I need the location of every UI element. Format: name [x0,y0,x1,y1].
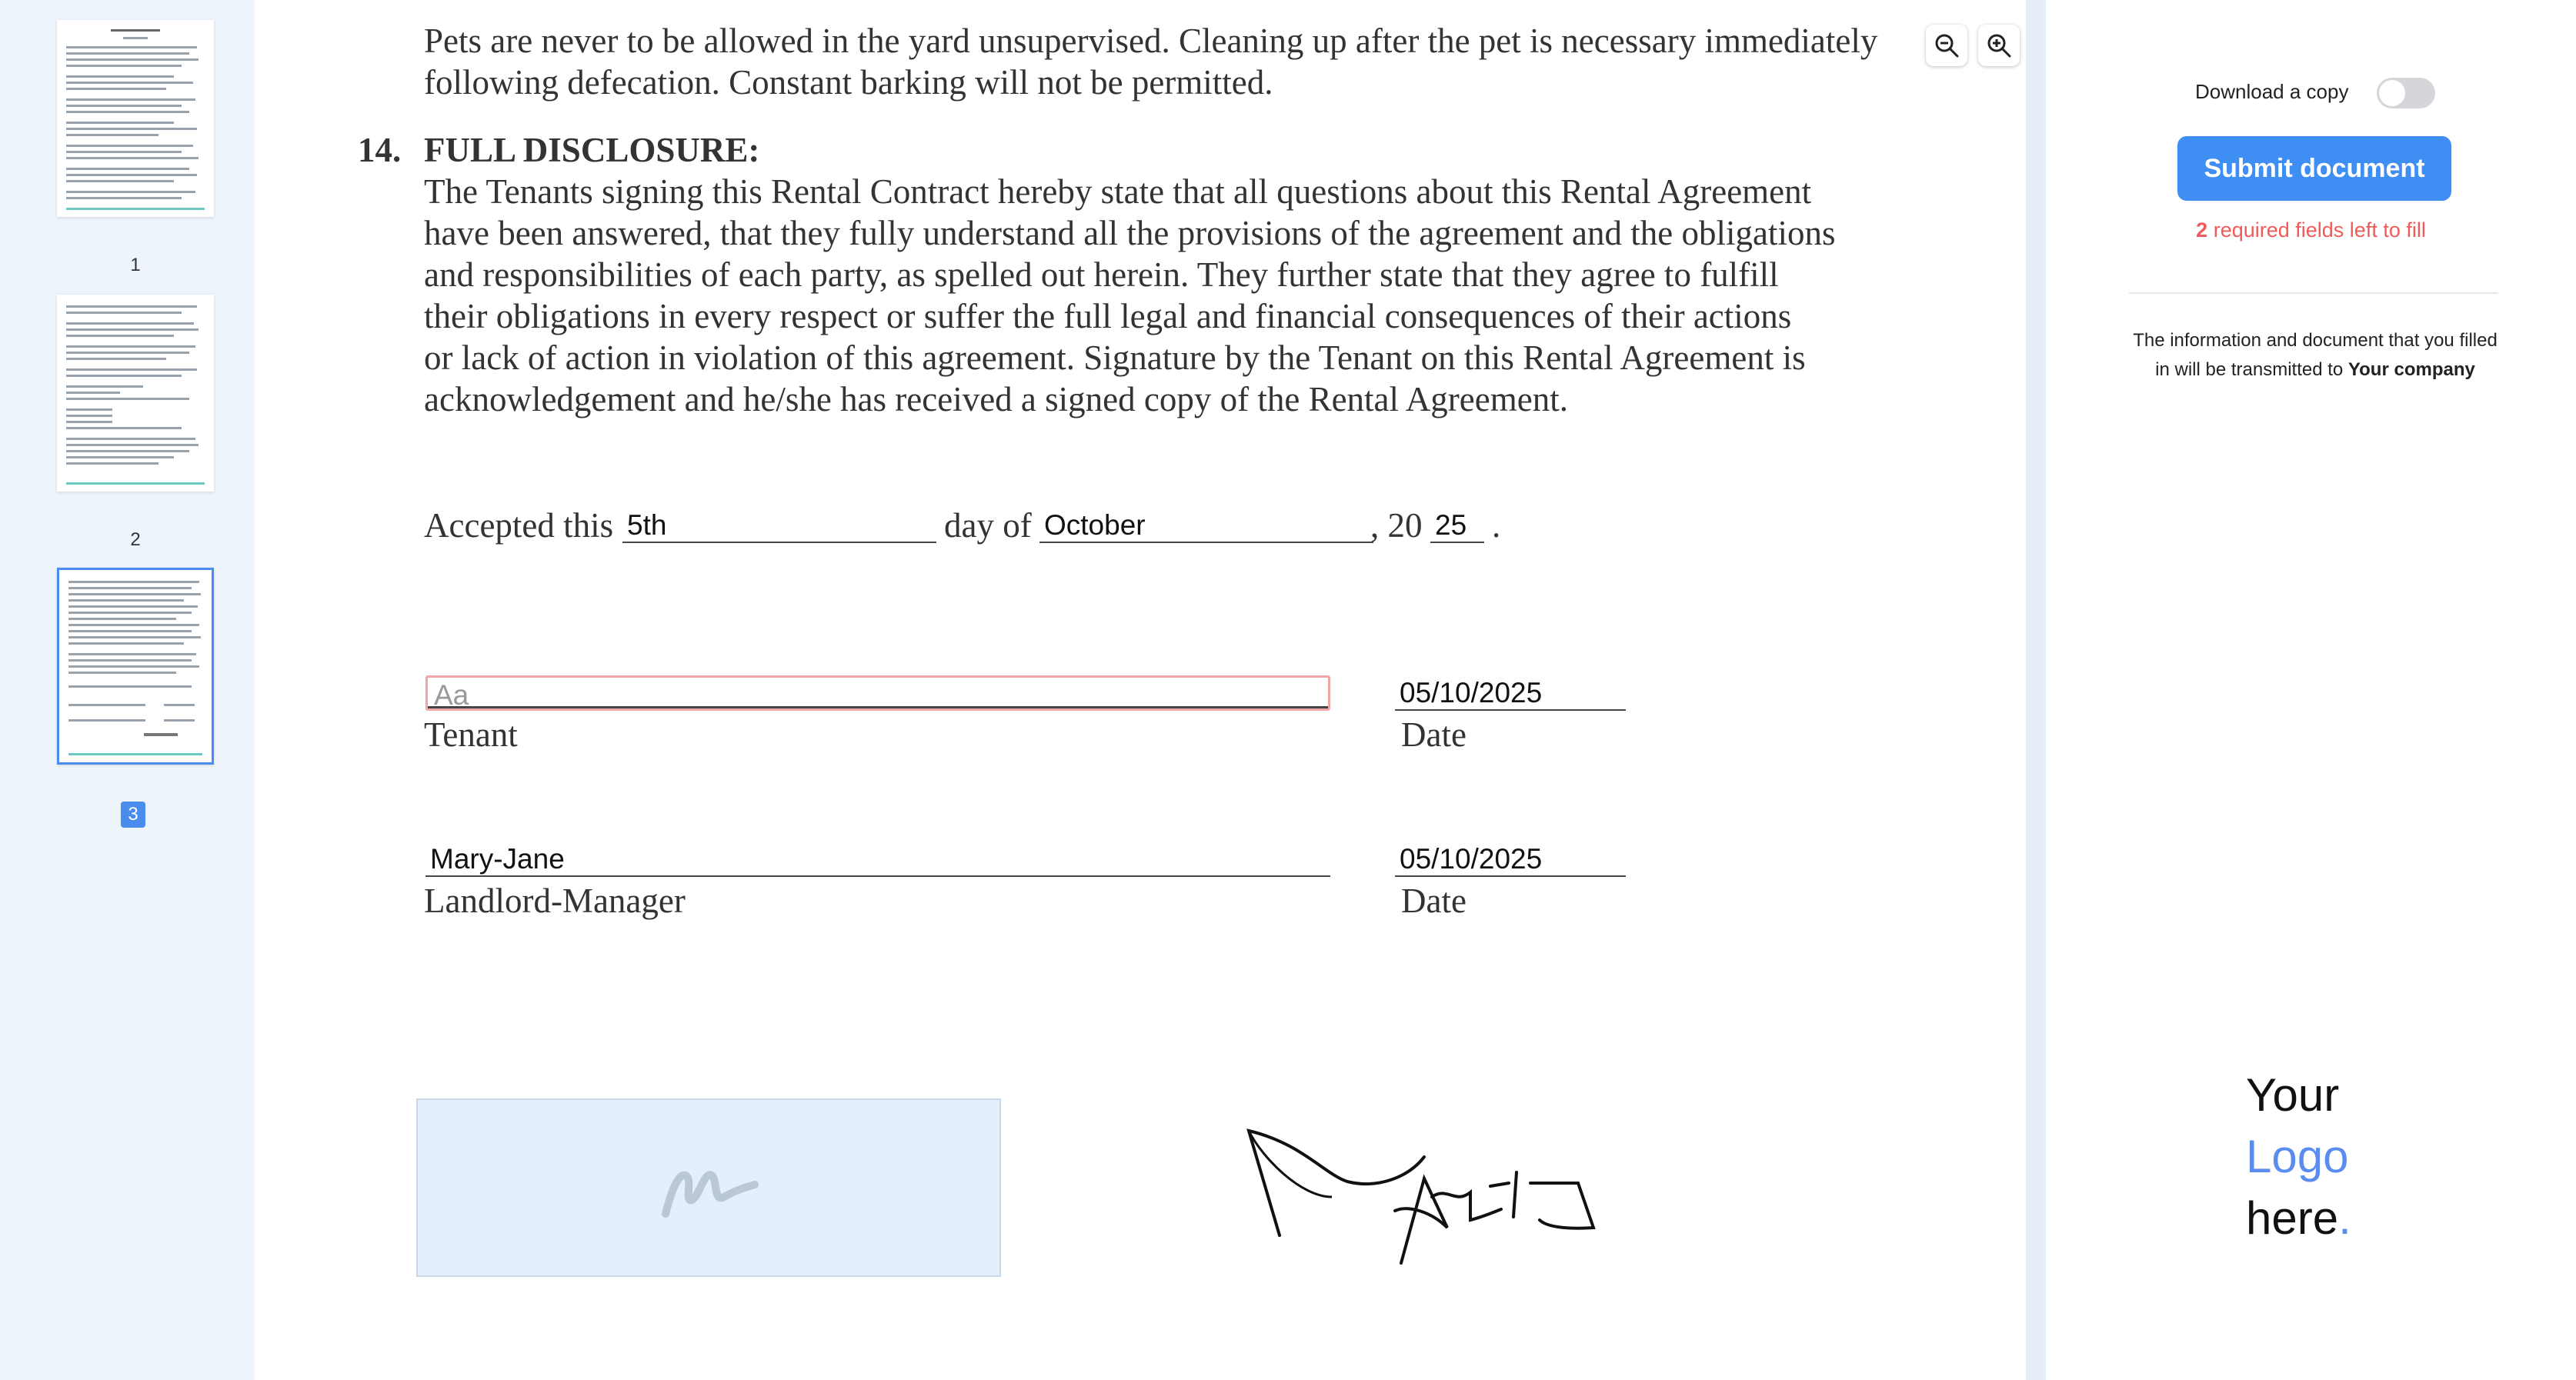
section-heading: FULL DISCLOSURE: [424,131,760,169]
zoom-in-icon [1986,32,2012,58]
disclosure-line-3: and responsibilities of each party, as spelled out herein. They further state that they agree to fulfill [424,255,1779,294]
logo-line-1: Your [2246,1069,2340,1121]
accepted-prefix: Accepted this [424,506,614,545]
year-prefix: , 20 [1370,506,1423,545]
logo-line-2: Logo [2246,1131,2349,1182]
year-field[interactable]: 25 [1430,508,1484,543]
thumbnail-page-3[interactable] [57,568,214,765]
tenant-name-field[interactable]: Aa [425,675,1330,711]
landlord-name-field[interactable]: Mary-Jane [425,842,1330,877]
logo-dot: . [2338,1192,2351,1244]
disclosure-line-5: or lack of action in violation of this agreement. Signature by the Tenant on this Rental Agreement is [424,338,1806,377]
disclosure-line-4: their obligations in every respect or suffer the full legal and financial consequences of their actions [424,297,1792,335]
disclosure-line-1: The Tenants signing this Rental Contract hereby state that all questions about this Rental Agreement [424,172,1812,211]
thumbnail-label-1: 1 [130,255,141,275]
scroll-gutter [2026,0,2046,1380]
submit-button[interactable]: Submit document [2177,136,2451,201]
required-fields-status [2046,218,2576,242]
logo-line-3: here [2246,1192,2339,1244]
landlord-date-label: Date [1401,882,1467,920]
landlord-date-field[interactable]: 05/10/2025 [1395,842,1626,877]
company-name: Your company [2347,359,2475,380]
panel-divider [2129,292,2498,294]
month-field[interactable]: October [1039,508,1373,543]
zoom-in-button[interactable] [1978,25,2020,66]
required-count: 2 [2196,218,2208,242]
thumbnail-page-2[interactable] [57,295,214,492]
required-text: required fields left to fill [2213,218,2426,242]
right-panel [2046,0,2576,1380]
signature-pen-icon [655,1149,762,1226]
pets-line-2: following defecation. Constant barking will not be permitted. [424,63,1273,102]
tenant-signature-field[interactable] [416,1098,1001,1277]
landlord-label: Landlord-Manager [424,882,686,920]
pets-paragraph [424,20,1877,103]
pets-line-1: Pets are never to be allowed in the yard unsupervised. Cleaning up after the pet is necessary immediately [424,22,1878,60]
tenant-date-field[interactable]: 05/10/2025 [1395,675,1626,711]
transmission-info [2131,326,2500,385]
document-page [255,0,2026,1380]
download-label: Download a copy [2195,80,2349,103]
thumbnail-label-2: 2 [130,529,141,550]
landlord-signature-image [1216,1112,1617,1274]
disclosure-paragraph [424,171,1835,420]
disclosure-line-2: have been answered, that they fully understand all the provisions of the agreement and the obligations [424,214,1836,252]
day-field[interactable]: 5th [622,508,936,543]
company-logo [2246,1065,2351,1249]
thumbnail-panel [0,0,255,1380]
zoom-out-button[interactable] [1926,25,1967,66]
thumbnail-page-1[interactable] [57,20,214,217]
thumbnail-label-3: 3 [121,802,145,828]
disclosure-line-6: acknowledgement and he/she has received a signed copy of the Rental Agreement. [424,380,1568,418]
info-text: The information and document that you filled in will be transmitted to [2133,330,2498,380]
tenant-date-label: Date [1401,715,1467,754]
day-of-label: day of [944,506,1032,545]
zoom-out-icon [1934,32,1960,58]
download-toggle[interactable] [2377,78,2435,108]
accepted-suffix: . [1492,506,1501,545]
section-number: 14. [358,131,402,169]
tenant-label: Tenant [424,715,518,754]
